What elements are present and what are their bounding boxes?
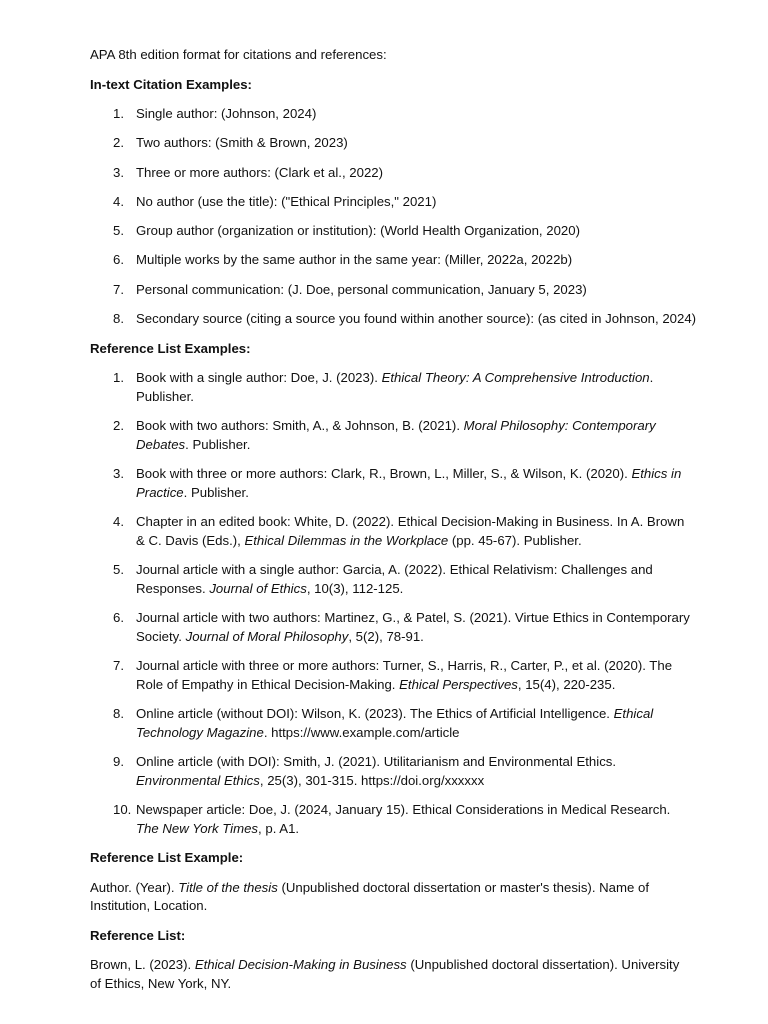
list-item: 7. Journal article with three or more authors: Turner, S., Harris, R., Carter, P., et al. (2020). The Role of Empathy in Ethical Decision-Making. Ethical Perspectives, 15(4), 220-235. [113, 658, 673, 692]
list-item: 9. Online article (with DOI): Smith, J. (2021). Utilitarianism and Environmental Ethics. Environmental Ethics, 25(3), 301-315. https://doi.org/xxxxxx [113, 754, 617, 788]
list-item: 1. Book with a single author: Doe, J. (2023). Ethical Theory: A Comprehensive Introduction. Publisher. [113, 370, 654, 404]
list-item: 8. Online article (without DOI): Wilson, K. (2023). The Ethics of Artificial Intelligence. Ethical Technology Magazine. https://www.example.com/article [113, 706, 654, 740]
list-item: 4. Chapter in an edited book: White, D. (2022). Ethical Decision-Making in Business. In A. Brown & C. Davis (Eds.), Ethical Dilemmas in the Workplace (pp. 45-67). Publisher. [113, 514, 685, 548]
list-item: 2. Two authors: (Smith & Brown, 2023) [113, 135, 348, 151]
reference-list-entry: Brown, L. (2023). Ethical Decision-Making in Business (Unpublished doctoral dissertation). University of Ethics, New York, NY. [90, 957, 680, 991]
list-item: 5. Journal article with a single author: Garcia, A. (2022). Ethical Relativism: Challenges and Responses. Journal of Ethics, 10(3), 112-125. [113, 562, 653, 596]
list-item: 7. Personal communication: (J. Doe, personal communication, January 5, 2023) [113, 281, 587, 297]
document-page [90, 46, 697, 993]
list-item: 10. Newspaper article: Doe, J. (2024, January 15). Ethical Considerations in Medical Research. The New York Times, p. A1. [113, 802, 671, 836]
list-item: 2. Book with two authors: Smith, A., & Johnson, B. (2021). Moral Philosophy: Contemporary Debates. Publisher. [113, 418, 656, 452]
reference-list-heading: Reference List: [90, 927, 186, 943]
in-text-heading: In-text Citation Examples: [90, 76, 252, 92]
list-item: 3. Three or more authors: (Clark et al., 2022) [113, 164, 384, 180]
list-item: 1. Single author: (Johnson, 2024) [113, 106, 317, 121]
reference-examples-heading: Reference List Examples: [90, 340, 251, 356]
reference-examples-list [90, 369, 690, 838]
list-item: 5. Group author (organization or institution): (World Health Organization, 2020) [113, 223, 580, 239]
reference-example-text: Author. (Year). Title of the thesis (Unpublished doctoral dissertation or master's thesis). Name of Institution, Location. [90, 879, 649, 914]
list-item: 6. Multiple works by the same author in the same year: (Miller, 2022a, 2022b) [113, 252, 573, 268]
in-text-list [90, 105, 697, 329]
list-item: 8. Secondary source (citing a source you found within another source): (as cited in Johnson, 2024) [113, 311, 697, 327]
intro-line: APA 8th edition format for citations and references: [90, 47, 387, 62]
list-item: 4. No author (use the title): ("Ethical Principles," 2021) [113, 193, 437, 209]
list-item: 3. Book with three or more authors: Clark, R., Brown, L., Miller, S., & Wilson, K. (2020). Ethics in Practice. Publisher. [113, 466, 682, 500]
list-item: 6. Journal article with two authors: Martinez, G., & Patel, S. (2021). Virtue Ethics in Contemporary Society. Journal of Moral Philosophy, 5(2), 78-91. [113, 610, 690, 644]
reference-example-heading: Reference List Example: [90, 850, 244, 866]
